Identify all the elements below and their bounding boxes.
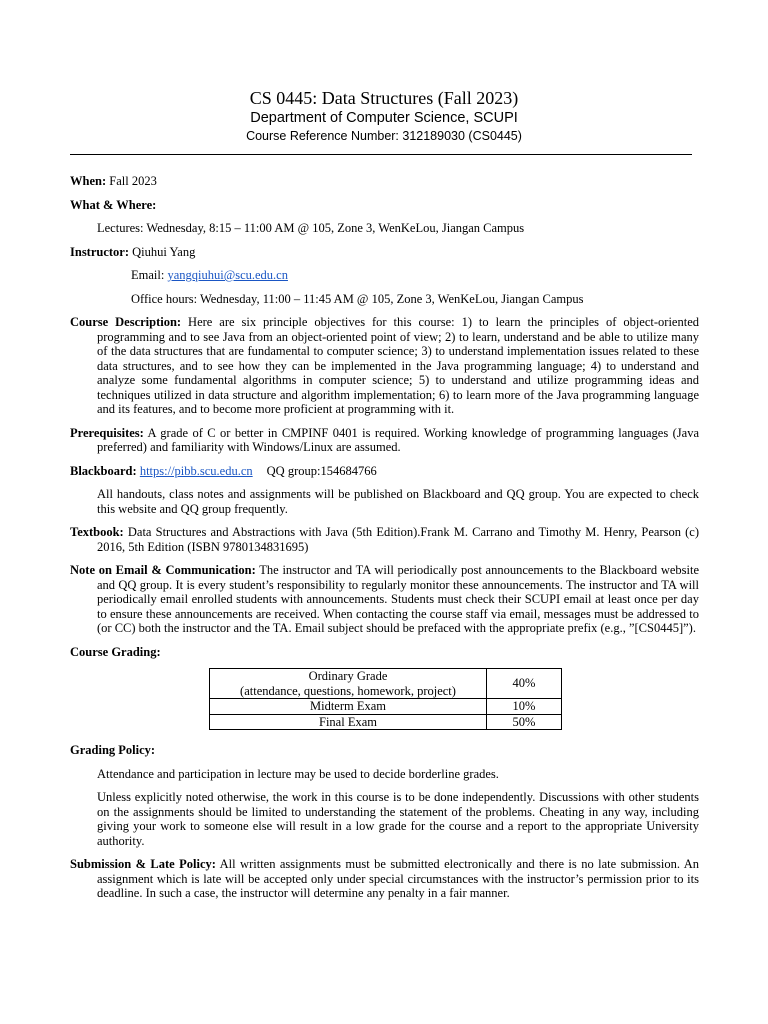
- grading-item-detail: (attendance, questions, homework, project): [240, 683, 456, 698]
- what-where-heading: [70, 198, 699, 213]
- grading-item: Ordinary Grade: [308, 669, 388, 683]
- course-grading-label: Course Grading:: [70, 644, 161, 659]
- email-communication-label: Note on Email & Communication:: [70, 563, 256, 577]
- late-policy-section: [70, 857, 699, 901]
- course-description-label: Course Description:: [70, 315, 182, 329]
- lectures-info: Lectures: Wednesday, 8:15 – 11:00 AM @ 105, Zone 3, WenKeLou, Jiangan Campus: [97, 221, 525, 235]
- instructor-email-link[interactable]: yangqiuhui@scu.edu.cn: [167, 268, 288, 282]
- when-label: When:: [70, 174, 107, 188]
- when-section: [70, 174, 699, 189]
- course-title: CS 0445: Data Structures (Fall 2023): [249, 88, 519, 108]
- qq-group: QQ group:154684766: [266, 463, 377, 478]
- late-policy-label: Submission & Late Policy:: [70, 857, 216, 871]
- textbook-text: Data Structures and Abstractions with Java (5th Edition).Frank M. Carrano and Timothy M. Henry, Pearson (c) 2016, 5th Edition (ISBN 9780134831695): [97, 525, 699, 554]
- table-row: [210, 669, 562, 699]
- blackboard-link[interactable]: https://pibb.scu.edu.cn: [139, 463, 253, 478]
- instructor-name: Qiuhui Yang: [129, 244, 196, 259]
- table-row: [210, 714, 562, 730]
- grading-weight: 50%: [487, 714, 562, 730]
- late-policy-text: All written assignments must be submitted electronically and there is no late submission. An assignment which is late will be accepted only under special circumstances with the instructor’s permission prior to its deadline. In such a case, the instructor will determine any penalty in a fair manner.: [97, 857, 699, 900]
- grading-policy-label: Grading Policy:: [70, 743, 156, 757]
- grading-weight: 10%: [487, 699, 562, 715]
- prerequisites-text: A grade of C or better in CMPINF 0401 is required. Working knowledge of programming languages (Java preferred) and familiarity with Windows/Linux are assumed.: [97, 425, 699, 454]
- department-name: Department of Computer Science, SCUPI: [250, 110, 518, 126]
- course-description-text: Here are six principle objectives for this course: 1) to learn the principles of object-oriented programming and to see Java from an object-oriented point of view; 2) to learn, understand and be able to utilize many of the data structures that are fundamental to computer science; 3) to understand implementation issues related to these data structures, and to see how they can be implemented in the Java programming language; 4) to understand and analyze some fundamental algorithms in computer science; 5) to understand and utilize programming ideas and techniques utilized in data structure and algorithm implementation; 6) to learn more of the Java programming language and its features, and to become more proficient at programming with it.: [97, 315, 699, 416]
- table-row: [210, 699, 562, 715]
- grading-policy-attendance: Attendance and participation in lecture may be used to decide borderline grades.: [97, 766, 499, 781]
- grading-policy-integrity: Unless explicitly noted otherwise, the work in this course is to be done independently. Discussions with other students on the assignments should be limited to understanding the statement of the problems. Cheating in any way, including giving your work to someone else will result in a low grade for the course and a report to the appropriate University authority.: [97, 790, 699, 848]
- textbook-section: [70, 525, 699, 554]
- office-hours: Office hours: Wednesday, 11:00 – 11:45 AM @ 105, Zone 3, WenKeLou, Jiangan Campus: [131, 291, 584, 306]
- syllabus-header: [0, 88, 768, 145]
- syllabus-body: [70, 174, 699, 910]
- when-value: Fall 2023: [106, 174, 157, 188]
- grading-item-cell: [210, 669, 487, 699]
- textbook-label: Textbook:: [70, 525, 124, 539]
- what-where-label: What & Where:: [70, 197, 157, 212]
- instructor-email-line: [70, 268, 699, 283]
- email-communication-text: The instructor and TA will periodically post announcements to the Blackboard website and QQ group. It is every student’s responsibility to regularly monitor these announcements. The instructor and TA will periodically email enrolled students with announcements. Students must check their SCUPI email at least once per day to ensure these announcements are received. When contacting the course staff via email, messages must be addressed to (or CC) both the instructor and the TA. Email subject should be prefaced with the appropriate prefix (e.g., ”[CS0445]”).: [97, 563, 700, 635]
- blackboard-label: Blackboard:: [70, 463, 137, 478]
- email-label: Email:: [131, 268, 168, 282]
- email-communication-section: [70, 563, 699, 636]
- prerequisites-label: Prerequisites:: [70, 425, 144, 440]
- instructor-section: [70, 245, 699, 260]
- grading-item: Final Exam: [210, 714, 487, 730]
- course-grading-heading: [70, 645, 699, 660]
- course-description: [70, 315, 699, 417]
- header-divider: [70, 154, 692, 155]
- instructor-label: Instructor:: [70, 244, 130, 259]
- grading-policy-heading: [70, 743, 699, 758]
- grading-table: [209, 668, 562, 730]
- prerequisites-section: [70, 426, 699, 455]
- blackboard-note: All handouts, class notes and assignments will be published on Blackboard and QQ group. You are expected to check this website and QQ group frequently.: [97, 487, 699, 516]
- grading-weight: 40%: [487, 669, 562, 699]
- blackboard-section: [70, 464, 699, 479]
- course-reference-number: Course Reference Number: 312189030 (CS0445): [246, 129, 522, 143]
- grading-item: Midterm Exam: [210, 699, 487, 715]
